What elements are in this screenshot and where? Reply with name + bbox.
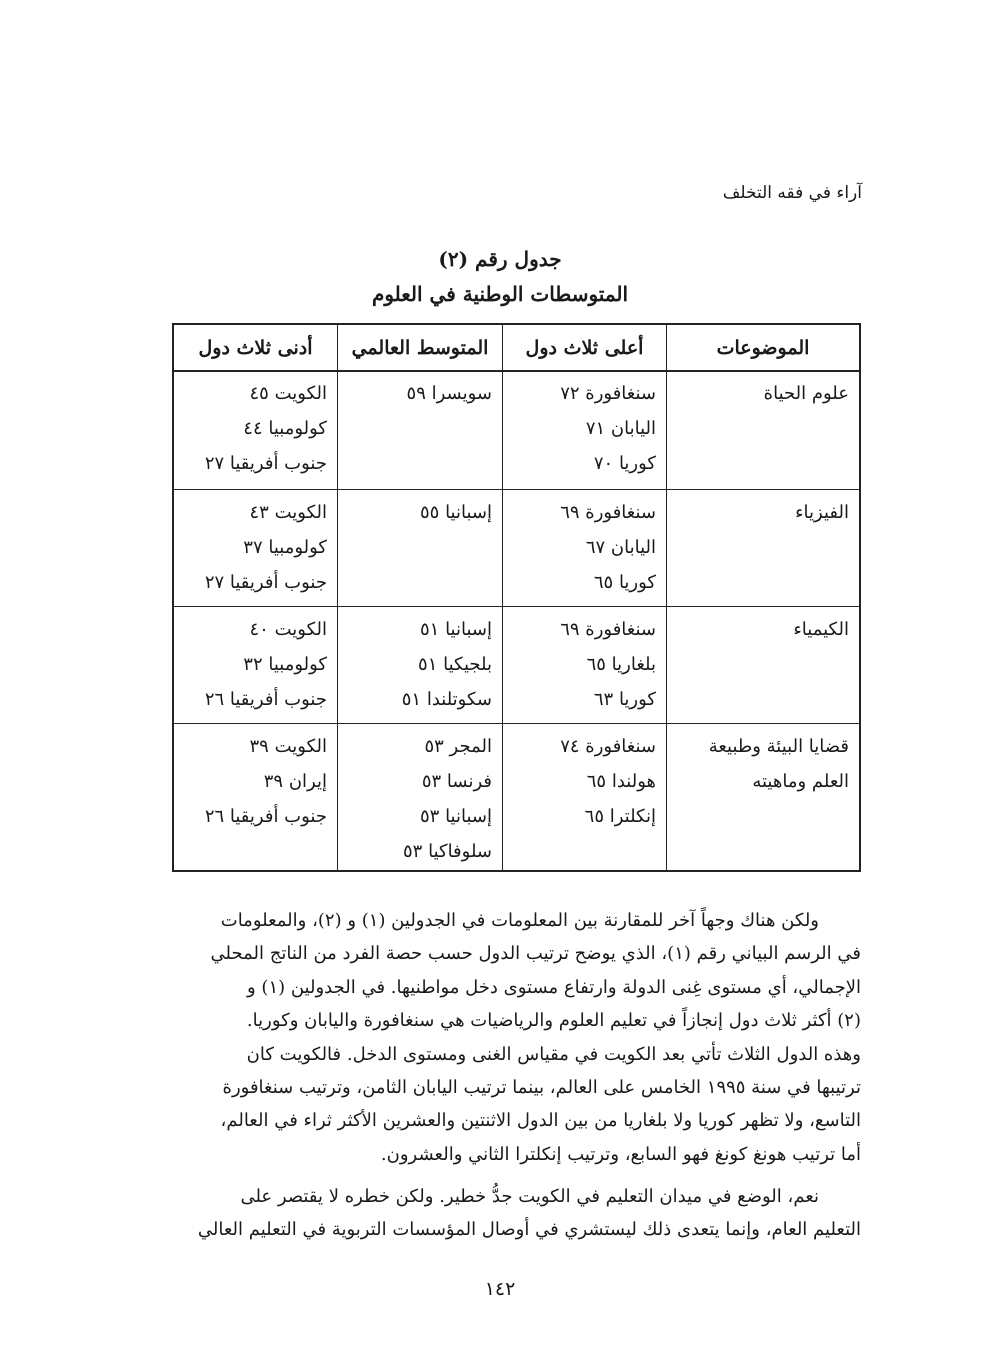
country-score: كوريا ٦٣: [593, 689, 656, 710]
bottom-three-cell: [174, 612, 337, 717]
country-score: جنوب أفريقيا ٢٧: [204, 453, 327, 474]
column-header-bottom-three: أدنى ثلاث دول: [198, 337, 313, 359]
topic-cell: [667, 612, 859, 647]
topic-label: الكيمياء: [793, 619, 849, 640]
top-three-cell: [503, 612, 666, 717]
country-score: الكويت ٣٩: [249, 736, 327, 757]
country-score: جنوب أفريقيا ٢٧: [204, 572, 327, 593]
topic-cell: [667, 376, 859, 411]
world-average-cell: [338, 612, 502, 717]
country-score: إيران ٣٩: [263, 771, 327, 792]
science-averages-table: [172, 323, 861, 872]
country-score: كولومبيا ٣٧: [243, 537, 327, 558]
bottom-three-cell: [174, 495, 337, 600]
topic-label: قضايا البيئة وطبيعة: [708, 736, 849, 757]
country-score: إسبانيا ٥٥: [420, 502, 492, 523]
text-line: الإجمالي، أي مستوى غِنى الدولة وارتفاع مستوى دخل مواطنيها. في الجدولين (١) و: [247, 976, 861, 998]
country-score: إنكلترا ٦٥: [584, 806, 656, 827]
country-score: بلجيكيا ٥١: [418, 654, 492, 675]
country-score: إسبانيا ٥١: [420, 619, 492, 640]
topic-label: علوم الحياة: [763, 383, 849, 404]
country-score: سكوتلندا ٥١: [401, 689, 492, 710]
table-subtitle: المتوسطات الوطنية في العلوم: [371, 282, 629, 306]
country-score: كولومبيا ٤٤: [243, 418, 327, 439]
row-divider: [174, 723, 859, 724]
country-score: إسبانيا ٥٣: [420, 806, 492, 827]
text-line: أما ترتيب هونغ كونغ فهو السابع، وترتيب إنكلترا الثاني والعشرون.: [380, 1143, 861, 1165]
topic-cell: [667, 495, 859, 530]
topic-cell: [667, 729, 859, 799]
bottom-three-cell: [174, 729, 337, 834]
country-score: كولومبيا ٣٢: [243, 654, 327, 675]
bottom-three-cell: [174, 376, 337, 481]
column-header-topics: الموضوعات: [716, 337, 810, 359]
world-average-cell: [338, 376, 502, 411]
text-line: في الرسم البياني رقم (١)، الذي يوضح ترتيب الدول حسب حصة الفرد من الناتج المحلي: [210, 943, 861, 965]
country-score: سنغافورة ٦٩: [560, 502, 656, 523]
text-line: وهذه الدول الثلاث تأتي بعد الكويت في مقياس الغنى ومستوى الدخل. فالكويت كان: [246, 1043, 861, 1065]
topic-label: الفيزياء: [795, 502, 849, 523]
country-score: سلوفاكيا ٥٣: [403, 841, 492, 862]
country-score: هولندا ٦٥: [586, 771, 656, 792]
column-header-top-three: أعلى ثلاث دول: [525, 337, 644, 359]
country-score: سنغافورة ٧٢: [560, 383, 656, 404]
top-three-cell: [503, 729, 666, 834]
text-line: ولكن هناك وجهاً آخر للمقارنة بين المعلومات في الجدولين (١) و (٢)، والمعلومات: [220, 910, 819, 931]
world-average-cell: [338, 495, 502, 530]
text-line: ترتيبها في سنة ١٩٩٥ الخامس على العالم، بينما ترتيب اليابان الثامن، وترتيب سنغافورة: [222, 1077, 861, 1099]
country-score: جنوب أفريقيا ٢٦: [204, 806, 327, 827]
country-score: الكويت ٤٥: [249, 383, 327, 404]
top-three-cell: [503, 495, 666, 600]
page-number: ١٤٢: [484, 1278, 516, 1300]
table-title: جدول رقم (٢): [438, 247, 562, 271]
country-score: الكويت ٤٠: [249, 619, 327, 640]
country-score: اليابان ٧١: [585, 418, 656, 439]
world-average-cell: [338, 729, 502, 869]
text-line: نعم، الوضع في ميدان التعليم في الكويت جدُّ خطير. ولكن خطره لا يقتصر على: [240, 1186, 819, 1207]
country-score: كوريا ٧٠: [593, 453, 656, 474]
country-score: الكويت ٤٣: [249, 502, 327, 523]
country-score: سنغافورة ٦٩: [560, 619, 656, 640]
topic-label: العلم وماهيته: [752, 771, 849, 792]
country-score: فرنسا ٥٣: [421, 771, 492, 792]
top-three-cell: [503, 376, 666, 481]
country-score: جنوب أفريقيا ٢٦: [204, 689, 327, 710]
country-score: بلغاريا ٦٥: [586, 654, 656, 675]
country-score: اليابان ٦٧: [585, 537, 656, 558]
country-score: كوريا ٦٥: [593, 572, 656, 593]
running-header: آراء في فقه التخلف: [722, 183, 862, 203]
paragraph: [172, 1180, 861, 1247]
text-line: (٢) أكثر ثلاث دول إنجازاً في تعليم العلوم والرياضيات هي سنغافورة واليابان وكوريا.: [246, 1010, 861, 1032]
country-score: المجر ٥٣: [424, 736, 492, 757]
text-line: التاسع، ولا تظهر كوريا ولا بلغاريا من بين الدول الاثنتين والعشرين الأكثر ثراء في العالم،: [220, 1110, 861, 1132]
row-divider: [174, 489, 859, 490]
column-header-world-average: المتوسط العالمي: [351, 337, 489, 359]
country-score: سويسرا ٥٩: [406, 383, 492, 404]
country-score: سنغافورة ٧٤: [560, 736, 656, 757]
paragraph: [172, 904, 861, 1171]
text-line: التعليم العام، وإنما يتعدى ذلك ليستشري في أوصال المؤسسات التربوية في التعليم العالي: [197, 1219, 861, 1241]
row-divider: [174, 606, 859, 607]
